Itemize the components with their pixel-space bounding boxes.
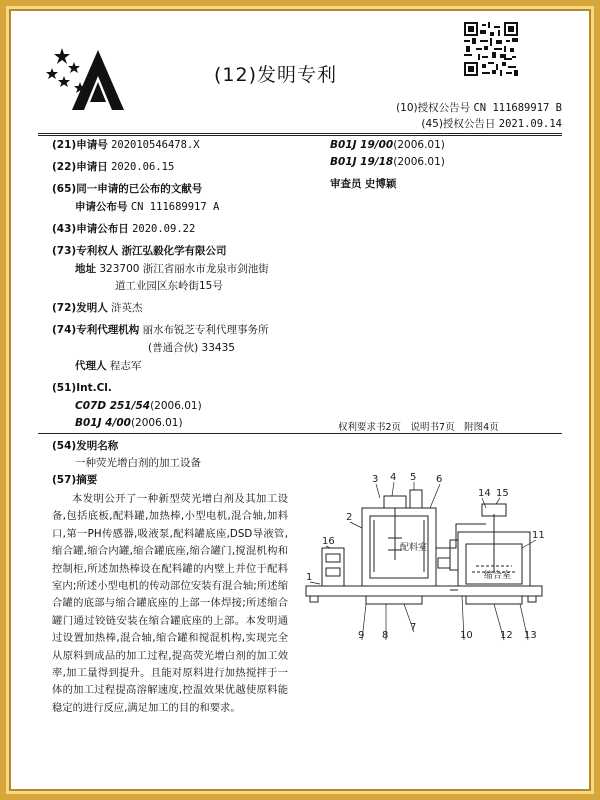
patent-agency <box>52 323 269 338</box>
grant-publication-date <box>421 117 562 132</box>
patent-agency-line-1: 丽水布锐芝专利代理事务所 <box>142 324 269 336</box>
drawing-reference-number: 8 <box>382 630 389 641</box>
invention-title: 一种荧光增白剂的加工设备 <box>75 457 201 469</box>
drawing-reference-number: 2 <box>346 512 353 523</box>
patent-office-logo <box>40 40 150 122</box>
examiner-label: 审查员 <box>330 178 362 190</box>
classification-entry-2 <box>330 155 445 170</box>
application-publication-number-value: CN 111689917 A <box>130 201 220 213</box>
grant-publication-number <box>396 101 562 116</box>
drawing-reference-number: 13 <box>524 630 537 641</box>
drawing-reference-number: 16 <box>322 536 335 547</box>
drawing-leader-line <box>494 604 504 640</box>
prior-publication-label: (65)同一申请的已公布的文献号 <box>52 183 203 195</box>
header-divider <box>38 133 562 136</box>
application-publication-date-label: (43)申请公布日 <box>52 223 129 235</box>
drawing-reference-number: 15 <box>496 488 509 499</box>
drawing-leader-line <box>482 498 486 508</box>
application-publication-date <box>52 222 195 237</box>
drawing-leader-line <box>350 522 362 528</box>
drawing-reference-number: 7 <box>410 622 417 633</box>
application-date-label: (22)申请日 <box>52 161 108 173</box>
application-publication-number-label: 申请公布号 <box>75 201 128 213</box>
application-date <box>52 160 174 175</box>
patent-agent-value: 程志军 <box>109 360 142 372</box>
drawing-reference-number: 6 <box>436 474 443 485</box>
int-cl-date: (2006.01) <box>130 417 183 429</box>
drawing-reference-number: 3 <box>372 474 379 485</box>
grant-publication-number-label: (10)授权公告号 <box>396 102 471 114</box>
invention-title-label: (54)发明名称 <box>52 440 119 452</box>
drawing-reference-number: 11 <box>532 530 545 541</box>
page-counts: 权利要求书2页 说明书7页 附图4页 <box>338 422 499 433</box>
patentee-value: 浙江弘毅化学有限公司 <box>121 245 227 257</box>
application-number-label: (21)申请号 <box>52 139 108 151</box>
abstract-text: 本发明公开了一种新型荧光增白剂及其加工设备,包括底板,配料罐,加热棒,小型电机,混合轴,加料口,第一PH传感器,吸液泵,配料罐底座,DSD导液管,缩合罐,缩合内罐,缩合罐底座,缩合罐门,搅混机构和控制柜,所述加热棒设在配料罐的内壁上并位于配料室内;所述小型电机的传动部位安装有混合轴;所述缩合罐的底部与缩合罐底座的上部一体焊接;所述缩合罐门通过铰链安装在缩合罐底座的上部。本发明通过设置加热棒,混合轴,缩合罐和搅混机构,实现完全从原料到成品的加工过程,提高荧光增白剂的加工效率,加工量得到提升。且能对原料进行加热搅拌于一体的加工过程提高溶解速度,控温效果优越使原料能稳定的进行反应,满足加工的目的和要求。 <box>52 493 288 714</box>
document-type-title: (12)发明专利 <box>214 64 338 86</box>
drawing-tank-label: 缩合室 <box>484 571 512 581</box>
patent-agent <box>75 359 141 374</box>
patentee-label: (73)专利权人 <box>52 245 119 257</box>
address <box>75 262 269 277</box>
drawing-reference-number: 4 <box>390 472 397 483</box>
int-cl-code: C07D 251/54 <box>75 400 151 412</box>
abstract-label: (57)摘要 <box>52 474 98 486</box>
inventor-value: 浒英杰 <box>111 302 143 314</box>
classification-code: B01J 19/18 <box>330 156 394 168</box>
drawing-reference-number: 1 <box>306 572 313 583</box>
int-cl-entry-2 <box>75 416 183 431</box>
section-divider <box>38 433 562 434</box>
examiner <box>330 177 396 192</box>
drawing-reference-number: 12 <box>500 630 513 641</box>
classification-entry-1 <box>330 138 445 153</box>
drawing-reference-number: 5 <box>410 472 417 483</box>
drawing-leader-line <box>376 484 380 498</box>
patent-drawing <box>300 468 552 668</box>
grant-publication-date-value: 2021.09.14 <box>498 118 562 130</box>
drawing-leader-line <box>430 484 440 508</box>
drawing-reference-number: 9 <box>358 630 365 641</box>
int-cl-date: (2006.01) <box>150 400 202 412</box>
drawing-leader-line <box>522 540 536 548</box>
patent-agency-line-2: (普通合伙) 33435 <box>148 342 235 354</box>
drawing-leader-line <box>310 582 320 584</box>
int-cl-label: (51)Int.Cl. <box>52 382 112 394</box>
classification-code: B01J 19/00 <box>330 139 394 151</box>
drawing-tank-label: 配料室 <box>400 543 428 553</box>
application-number-value: 202010546478.X <box>111 139 200 151</box>
classification-date: (2006.01) <box>393 139 445 151</box>
examiner-value: 史博颖 <box>364 178 397 190</box>
grant-publication-date-label: (45)授权公告日 <box>421 118 496 130</box>
address-line-2: 道工业园区东岭街15号 <box>115 280 223 292</box>
drawing-reference-number: 10 <box>460 630 473 641</box>
address-line-1: 323700 浙江省丽水市龙泉市剑池街 <box>99 263 269 275</box>
inventor-label: (72)发明人 <box>52 302 108 314</box>
inventor <box>52 301 143 316</box>
grant-publication-number-value: CN 111689917 B <box>473 102 562 114</box>
address-label: 地址 <box>75 263 96 275</box>
classification-date: (2006.01) <box>393 156 445 168</box>
application-number <box>52 138 200 153</box>
patentee <box>52 244 227 259</box>
patent-agent-label: 代理人 <box>75 360 107 372</box>
drawing-reference-number: 14 <box>478 488 491 499</box>
qr-code <box>464 22 518 80</box>
application-date-value: 2020.06.15 <box>111 161 175 173</box>
int-cl-code: B01J 4/00 <box>75 417 131 429</box>
drawing-leader-line <box>392 482 394 496</box>
application-publication-date-value: 2020.09.22 <box>132 223 196 235</box>
int-cl-entry-1 <box>75 399 202 414</box>
application-publication-number <box>75 200 219 215</box>
patent-agency-label: (74)专利代理机构 <box>52 324 140 336</box>
drawing-leader-line <box>404 604 417 633</box>
